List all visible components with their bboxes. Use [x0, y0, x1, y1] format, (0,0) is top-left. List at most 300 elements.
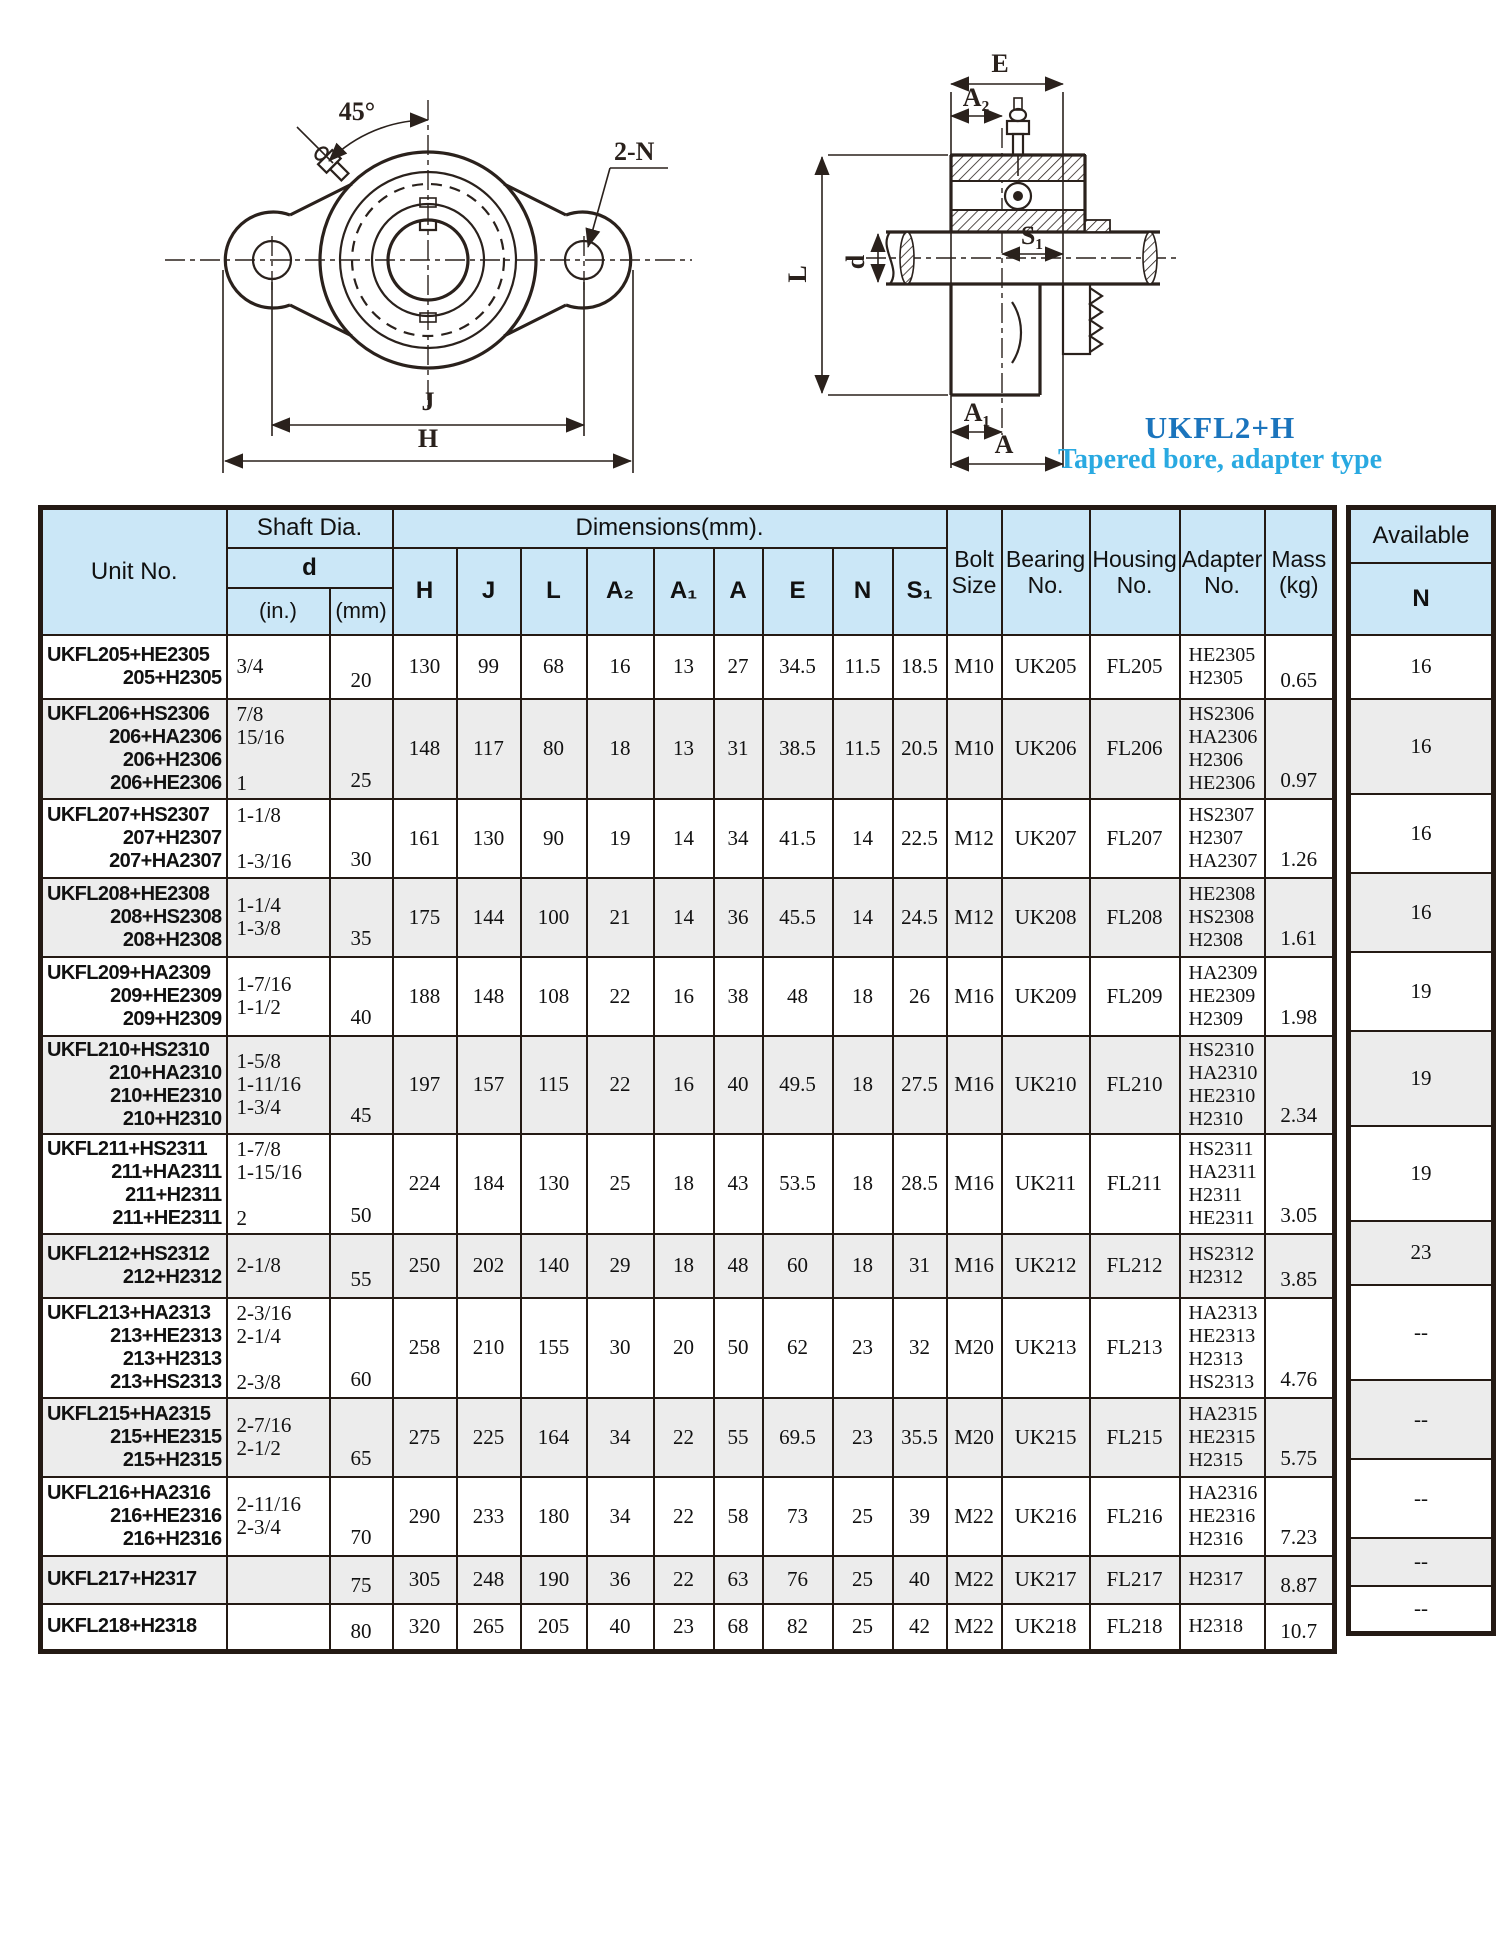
dim-a1-cell: 18	[654, 1234, 714, 1298]
housing-no-cell: FL207	[1090, 799, 1180, 878]
available-n-cell: --	[1349, 1285, 1494, 1380]
cell-line: HS2313	[1188, 1370, 1255, 1393]
dim-a-cell: 34	[714, 799, 763, 878]
grease-fitting-icon	[311, 143, 352, 184]
dim-a1-cell: 13	[654, 699, 714, 799]
dim-a-cell: 27	[714, 635, 763, 699]
adapter-no-cell	[1180, 1398, 1265, 1477]
adapter-no-cell	[1180, 1477, 1265, 1556]
adapter-no-cell	[1180, 1036, 1265, 1134]
cross-section-view	[866, 98, 1180, 435]
dim-l-cell: 155	[521, 1298, 587, 1398]
cell-line: 211+HA2311	[111, 1160, 222, 1183]
product-subtitle: Tapered bore, adapter type	[1057, 443, 1383, 475]
cell-line: HA2316	[1188, 1481, 1258, 1504]
housing-no-cell: FL208	[1090, 878, 1180, 957]
cell-line: 213+HE2313	[110, 1324, 222, 1347]
dim-n-cell: 25	[833, 1477, 893, 1556]
dim-l-cell: 90	[521, 799, 587, 878]
shaft-dia-inch-cell	[227, 1556, 330, 1604]
header-mass: Mass (kg)	[1265, 508, 1335, 635]
dim-l-cell: 115	[521, 1036, 587, 1134]
shaft-dia-mm-cell: 40	[330, 957, 393, 1036]
mass-cell: 5.75	[1265, 1398, 1335, 1477]
available-row	[1349, 952, 1494, 1031]
cell-line: 210+HE2310	[110, 1084, 222, 1107]
dim-n-cell: 11.5	[833, 635, 893, 699]
dim-a2-cell: 25	[587, 1134, 654, 1234]
adapter-no-cell	[1180, 1134, 1265, 1234]
dim-h-cell: 290	[393, 1477, 457, 1556]
dim-j-cell: 202	[457, 1234, 521, 1298]
dim-j-cell: 225	[457, 1398, 521, 1477]
dim-j-cell: 210	[457, 1298, 521, 1398]
housing-no-cell: FL212	[1090, 1234, 1180, 1298]
flange-front-view	[165, 100, 692, 408]
cell-line: 212+H2312	[122, 1265, 222, 1288]
cell-line: UKFL209+HA2309	[47, 961, 211, 984]
cell-line: UKFL217+H2317	[47, 1568, 197, 1590]
bolt-size-cell: M22	[947, 1604, 1002, 1652]
bearing-no-cell: UK208	[1002, 878, 1090, 957]
dim-e-cell: 62	[763, 1298, 833, 1398]
cell-line: 210+HA2310	[109, 1061, 222, 1084]
dim-j-cell: 184	[457, 1134, 521, 1234]
cell-line: 208+HS2308	[110, 905, 222, 928]
shaft-dia-inch-cell	[227, 1477, 330, 1556]
cell-line: 207+H2307	[122, 826, 222, 849]
dim-e-cell: 60	[763, 1234, 833, 1298]
dim-s1-cell: 42	[893, 1604, 947, 1652]
mass-cell: 0.97	[1265, 699, 1335, 799]
bearing-no-cell: UK211	[1002, 1134, 1090, 1234]
dim-h-cell: 258	[393, 1298, 457, 1398]
cell-line: 1	[236, 770, 247, 795]
dim-a1-label: A₁	[963, 398, 991, 427]
shaft-dia-inch-cell	[227, 1604, 330, 1652]
product-title	[990, 412, 1450, 474]
dim-s1-cell: 26	[893, 957, 947, 1036]
housing-no-cell: FL218	[1090, 1604, 1180, 1652]
dim-h-cell: 130	[393, 635, 457, 699]
cell-line: HA2311	[1188, 1160, 1257, 1183]
header-housing-no: Housing No.	[1090, 508, 1180, 635]
cell-line: 211+H2311	[125, 1183, 222, 1206]
available-header	[1349, 508, 1494, 635]
available-n-cell: 16	[1349, 873, 1494, 952]
unit-no-cell	[41, 957, 227, 1036]
table-row	[41, 1477, 1335, 1556]
table-header	[41, 508, 1335, 635]
housing-no-cell: FL217	[1090, 1556, 1180, 1604]
cell-line	[237, 1184, 329, 1207]
dim-n-cell: 25	[833, 1604, 893, 1652]
dim-n-cell: 18	[833, 1036, 893, 1134]
bolt-size-cell: M16	[947, 1234, 1002, 1298]
cell-line: H2317	[1188, 1568, 1243, 1590]
dim-n-cell: 18	[833, 1234, 893, 1298]
header-available-n: N	[1349, 563, 1494, 635]
dim-h-cell: 320	[393, 1604, 457, 1652]
cell-line: HA2306	[1188, 725, 1258, 748]
cell-line: 206+HE2306	[110, 771, 222, 794]
cell-line: HS2307	[1188, 803, 1255, 826]
cell-line: HE2313	[1188, 1324, 1256, 1347]
bolt-size-cell: M16	[947, 1036, 1002, 1134]
bolt-size-cell: M20	[947, 1298, 1002, 1398]
available-row	[1349, 1031, 1494, 1126]
dimension-table	[38, 505, 1337, 1654]
dim-h-cell: 188	[393, 957, 457, 1036]
cell-line: 216+H2316	[122, 1527, 222, 1550]
housing-no-cell: FL205	[1090, 635, 1180, 699]
bearing-no-cell: UK210	[1002, 1036, 1090, 1134]
dim-l-cell: 164	[521, 1398, 587, 1477]
dim-s1-cell: 31	[893, 1234, 947, 1298]
dim-e-cell: 69.5	[763, 1398, 833, 1477]
housing-no-cell: FL211	[1090, 1134, 1180, 1234]
header-col-a: A	[714, 548, 763, 635]
shaft-dia-mm-cell: 60	[330, 1298, 393, 1398]
cell-line: H2312	[1188, 1265, 1243, 1288]
dim-j-label: J	[421, 387, 435, 416]
cell-line	[237, 749, 329, 772]
dim-e-cell: 48	[763, 957, 833, 1036]
bolt-size-cell: M12	[947, 878, 1002, 957]
table-row	[41, 1398, 1335, 1477]
available-body	[1349, 635, 1494, 1634]
cell-line: HS2312	[1188, 1242, 1255, 1265]
header-bearing-no: Bearing No.	[1002, 508, 1090, 635]
dim-s1-cell: 20.5	[893, 699, 947, 799]
cell-line: HA2307	[1188, 849, 1258, 872]
dim-a1-cell: 22	[654, 1556, 714, 1604]
cell-line: 207+HA2307	[109, 849, 222, 872]
cell-line: H2318	[1188, 1615, 1243, 1638]
dim-a1-cell: 23	[654, 1604, 714, 1652]
header-inch: (in.)	[227, 588, 330, 635]
available-n-cell: 16	[1349, 699, 1494, 794]
table-row	[41, 1234, 1335, 1298]
cell-line: 208+H2308	[122, 928, 222, 951]
cell-line: 1-3/8	[236, 916, 281, 940]
mass-cell: 1.26	[1265, 799, 1335, 878]
dim-j-cell: 265	[457, 1604, 521, 1652]
available-table	[1346, 505, 1496, 1636]
cell-line: H2310	[1188, 1107, 1243, 1130]
header-col-e: E	[763, 548, 833, 635]
dim-d-label: d	[841, 254, 870, 270]
cell-line: UKFL212+HS2312	[47, 1242, 210, 1265]
shaft-dia-inch-cell	[227, 1398, 330, 1477]
cell-line: HA2309	[1188, 961, 1258, 984]
dim-e-cell: 45.5	[763, 878, 833, 957]
shaft-dia-inch-cell	[227, 957, 330, 1036]
dim-a1-cell: 18	[654, 1134, 714, 1234]
adapter-no-cell	[1180, 1556, 1265, 1604]
bolt-size-cell: M16	[947, 1134, 1002, 1234]
adapter-no-cell	[1180, 1604, 1265, 1652]
cell-line: HE2311	[1188, 1206, 1255, 1229]
housing-no-cell: FL213	[1090, 1298, 1180, 1398]
dim-j-cell: 233	[457, 1477, 521, 1556]
dim-j-cell: 148	[457, 957, 521, 1036]
dim-s1-cell: 32	[893, 1298, 947, 1398]
unit-no-cell	[41, 1477, 227, 1556]
cell-line: UKFL218+H2318	[47, 1615, 197, 1638]
shaft-dia-inch-cell	[227, 1298, 330, 1398]
cell-line: 211+HE2311	[112, 1206, 222, 1229]
angle-label: 45°	[338, 97, 376, 126]
dim-a2-cell: 18	[587, 699, 654, 799]
mass-cell: 2.34	[1265, 1036, 1335, 1134]
cell-line: 2	[236, 1205, 247, 1230]
bolt-size-cell: M22	[947, 1556, 1002, 1604]
available-row	[1349, 1126, 1494, 1221]
available-row	[1349, 873, 1494, 952]
cell-line: UKFL208+HE2308	[47, 882, 210, 905]
available-row	[1349, 1380, 1494, 1459]
bearing-no-cell: UK213	[1002, 1298, 1090, 1398]
available-n-cell: 16	[1349, 794, 1494, 873]
dim-h-cell: 148	[393, 699, 457, 799]
dim-l-cell: 108	[521, 957, 587, 1036]
header-col-h: H	[393, 548, 457, 635]
cell-line: 1-1/8	[236, 802, 281, 827]
available-n-cell: --	[1349, 1380, 1494, 1459]
unit-no-cell	[41, 1134, 227, 1234]
available-row	[1349, 1221, 1494, 1285]
cell-line: HE2308	[1188, 882, 1256, 905]
cell-line: UKFL206+HS2306	[47, 702, 210, 725]
available-row	[1349, 1285, 1494, 1380]
dim-a1-cell: 14	[654, 799, 714, 878]
shaft-dia-mm-cell: 50	[330, 1134, 393, 1234]
cell-line	[237, 827, 329, 850]
dim-a-cell: 63	[714, 1556, 763, 1604]
dim-a1-cell: 22	[654, 1398, 714, 1477]
dim-a2-cell: 36	[587, 1556, 654, 1604]
available-row	[1349, 1459, 1494, 1538]
header-col-l: L	[521, 548, 587, 635]
cell-line: 209+HE2309	[110, 984, 222, 1007]
header-col-a1: A₁	[654, 548, 714, 635]
shaft-dia-inch-cell	[227, 1234, 330, 1298]
unit-no-cell	[41, 799, 227, 878]
cell-line: 1-3/16	[236, 848, 292, 873]
cell-line: HE2310	[1188, 1084, 1256, 1107]
shaft-dia-mm-cell: 80	[330, 1604, 393, 1652]
available-row	[1349, 699, 1494, 794]
available-n-cell: 19	[1349, 1031, 1494, 1126]
dim-a1-cell: 16	[654, 957, 714, 1036]
cell-line: H2307	[1188, 826, 1243, 849]
table-row	[41, 1556, 1335, 1604]
cell-line: 2-11/16	[236, 1492, 302, 1516]
shaft-dia-mm-cell: 20	[330, 635, 393, 699]
bearing-no-cell: UK206	[1002, 699, 1090, 799]
cell-line: H2316	[1188, 1527, 1243, 1550]
dim-a2-cell: 21	[587, 878, 654, 957]
dim-l-cell: 100	[521, 878, 587, 957]
dim-j-cell: 130	[457, 799, 521, 878]
dim-a2-cell: 22	[587, 957, 654, 1036]
dim-a2-label: A₂	[962, 83, 990, 112]
dim-n-cell: 23	[833, 1298, 893, 1398]
bolt-size-cell: M20	[947, 1398, 1002, 1477]
dim-e-cell: 73	[763, 1477, 833, 1556]
dim-n-cell: 11.5	[833, 699, 893, 799]
cell-line: 2-3/8	[236, 1369, 281, 1394]
dim-a-cell: 48	[714, 1234, 763, 1298]
dim-h-cell: 161	[393, 799, 457, 878]
cell-line: 206+HA2306	[109, 725, 222, 748]
bolt-size-cell: M12	[947, 799, 1002, 878]
shaft-dia-mm-cell: 45	[330, 1036, 393, 1134]
cell-line: 7/8	[236, 701, 264, 726]
header-unit-no: Unit No.	[41, 508, 227, 635]
dim-j-cell: 117	[457, 699, 521, 799]
cell-line: HE2315	[1188, 1425, 1256, 1448]
unit-no-cell	[41, 1298, 227, 1398]
dim-s1-cell: 39	[893, 1477, 947, 1556]
grease-fitting-section-icon	[1007, 98, 1029, 155]
cell-line: 213+H2313	[122, 1347, 222, 1370]
available-n-cell: 16	[1349, 635, 1494, 699]
cell-line: 216+HE2316	[110, 1504, 222, 1527]
cell-line: 209+H2309	[122, 1007, 222, 1030]
adapter-no-cell	[1180, 1234, 1265, 1298]
dim-h-cell: 250	[393, 1234, 457, 1298]
shaft-dia-mm-cell: 65	[330, 1398, 393, 1477]
header-col-j: J	[457, 548, 521, 635]
cell-line: 2-1/4	[236, 1323, 281, 1348]
mass-cell: 4.76	[1265, 1298, 1335, 1398]
cell-line: 215+H2315	[122, 1448, 222, 1471]
cell-line: HE2316	[1188, 1504, 1256, 1527]
dim-n-cell: 14	[833, 878, 893, 957]
dim-e-cell: 82	[763, 1604, 833, 1652]
dim-a2-cell: 30	[587, 1298, 654, 1398]
dim-j-cell: 99	[457, 635, 521, 699]
cell-line: HS2310	[1188, 1038, 1255, 1061]
shaft-dia-inch-cell	[227, 878, 330, 957]
dim-a-cell: 31	[714, 699, 763, 799]
cell-line: 2-7/16	[236, 1413, 292, 1437]
table-row	[41, 699, 1335, 799]
available-n-cell: 19	[1349, 1126, 1494, 1221]
dim-j-cell: 144	[457, 878, 521, 957]
table-row	[41, 1036, 1335, 1134]
dim-e-label: E	[991, 49, 1009, 78]
unit-no-cell	[41, 1556, 227, 1604]
header-shaft-dia: Shaft Dia.	[227, 508, 393, 548]
housing-no-cell: FL206	[1090, 699, 1180, 799]
bolt-count-label: 2-N	[614, 137, 655, 166]
dim-l-cell: 205	[521, 1604, 587, 1652]
dim-l-cell: 130	[521, 1134, 587, 1234]
dim-a2-cell: 16	[587, 635, 654, 699]
unit-no-cell	[41, 699, 227, 799]
dim-e-cell: 41.5	[763, 799, 833, 878]
dim-a-cell: 58	[714, 1477, 763, 1556]
shaft-dia-inch-cell	[227, 1036, 330, 1134]
dim-a1-cell: 14	[654, 878, 714, 957]
cell-line: UKFL210+HS2310	[47, 1038, 210, 1061]
bolt-size-cell: M10	[947, 635, 1002, 699]
header-dimensions: Dimensions(mm).	[393, 508, 947, 548]
available-row	[1349, 794, 1494, 873]
header-bolt-size: Bolt Size	[947, 508, 1002, 635]
cell-line: 2-1/2	[236, 1436, 281, 1460]
dim-n-cell: 14	[833, 799, 893, 878]
unit-no-cell	[41, 1398, 227, 1477]
dim-a2-cell: 29	[587, 1234, 654, 1298]
unit-no-cell	[41, 1234, 227, 1298]
shaft-dia-mm-cell: 25	[330, 699, 393, 799]
cell-line: 15/16	[236, 724, 285, 749]
dim-a2-cell: 34	[587, 1398, 654, 1477]
product-code: UKFL2+H	[1144, 410, 1296, 445]
dim-a-label: A	[994, 430, 1014, 459]
available-n-cell: --	[1349, 1459, 1494, 1538]
mass-cell: 10.7	[1265, 1604, 1335, 1652]
dim-s1-cell: 40	[893, 1556, 947, 1604]
cell-line: 1-7/8	[236, 1136, 281, 1161]
dim-a1-cell: 16	[654, 1036, 714, 1134]
table-row	[41, 635, 1335, 699]
bolt-size-cell: M22	[947, 1477, 1002, 1556]
bearing-no-cell: UK216	[1002, 1477, 1090, 1556]
shaft-dia-mm-cell: 35	[330, 878, 393, 957]
shaft-dia-inch-cell	[227, 635, 330, 699]
available-row	[1349, 1538, 1494, 1586]
cell-line: UKFL216+HA2316	[47, 1481, 211, 1504]
dim-a-cell: 50	[714, 1298, 763, 1398]
cell-line: UKFL215+HA2315	[47, 1402, 211, 1425]
cell-line: 1-1/2	[236, 995, 281, 1019]
dim-a2-cell: 22	[587, 1036, 654, 1134]
dim-a-cell: 36	[714, 878, 763, 957]
cell-line: 215+HE2315	[110, 1425, 222, 1448]
shaft-dia-mm-cell: 30	[330, 799, 393, 878]
housing-no-cell: FL209	[1090, 957, 1180, 1036]
dim-h-cell: 224	[393, 1134, 457, 1234]
table-row	[41, 957, 1335, 1036]
header-adapter-no: Adapter No.	[1180, 508, 1265, 635]
cell-line: H2306	[1188, 748, 1243, 771]
dim-l-label: L	[783, 265, 812, 283]
available-row	[1349, 1586, 1494, 1634]
cell-line: H2313	[1188, 1347, 1243, 1370]
mass-cell: 7.23	[1265, 1477, 1335, 1556]
dim-s1-cell: 22.5	[893, 799, 947, 878]
shaft-dia-inch-cell	[227, 1134, 330, 1234]
cell-line: HA2310	[1188, 1061, 1258, 1084]
cell-line: 2-3/4	[236, 1515, 281, 1539]
bearing-no-cell: UK215	[1002, 1398, 1090, 1477]
available-row	[1349, 635, 1494, 699]
shaft-dia-mm-cell: 70	[330, 1477, 393, 1556]
bolt-size-cell: M10	[947, 699, 1002, 799]
cell-line: 1-11/16	[236, 1072, 302, 1096]
header-col-n: N	[833, 548, 893, 635]
header-col-s1: S₁	[893, 548, 947, 635]
cell-line: 1-15/16	[236, 1159, 302, 1184]
cell-line	[237, 1348, 329, 1371]
shaft-dia-inch-cell	[227, 799, 330, 878]
unit-no-cell	[41, 1604, 227, 1652]
